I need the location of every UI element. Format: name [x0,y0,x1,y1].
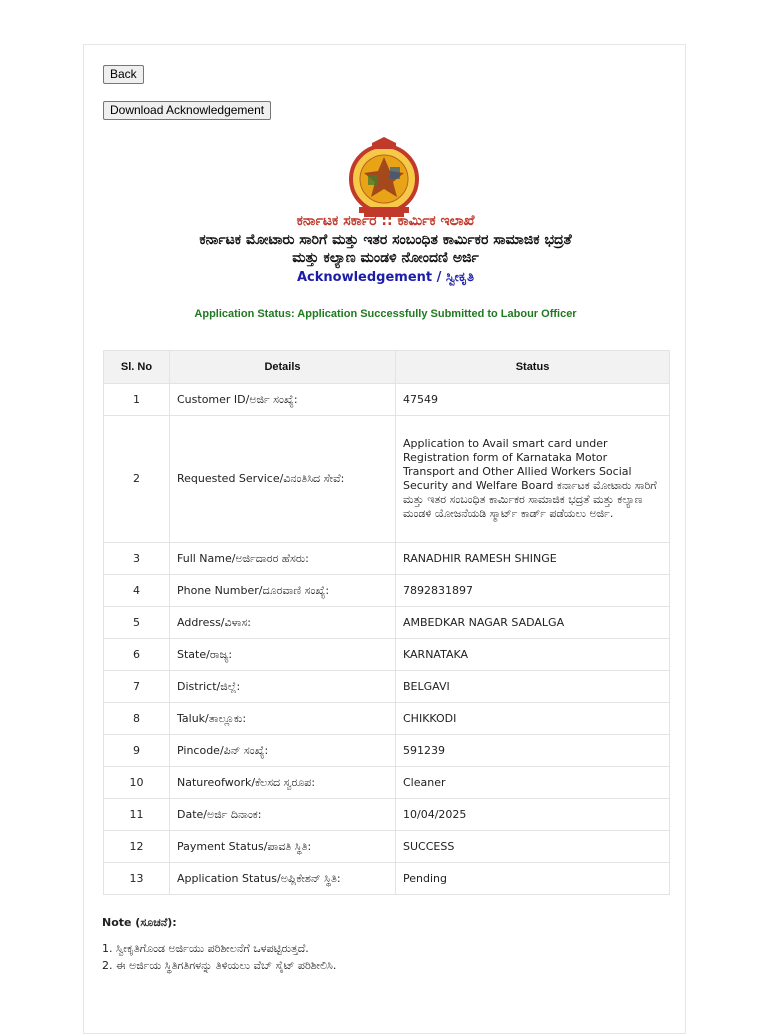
column-header-details: Details [170,351,396,384]
row-status-value: Application to Avail smart card under Registration form of Karnataka Motor Transport and Other Allied Workers Social Security and Welfare Board ಕರ್ನಾಟಕ ಮೋಟಾರು ಸಾರಿಗೆ ಮತ್ತು ಇತರ ಸಂಬಂಧಿತ ಕಾರ್ಮಿಕರ ಸಾಮಾಜಿಕ ಭದ್ರತೆ ಮತ್ತು ಕಲ್ಯಾಣ ಮಂಡಳಿ ಯೋಜನೆಯಡಿ ಸ್ಮಾರ್ಟ್ ಕಾರ್ಡ್ ಪಡೆಯಲು ಅರ್ಜಿ. [396,416,670,543]
row-detail-label: Requested Service/ವಿನಂತಿಸಿದ ಸೇವೆ: [170,416,396,543]
row-sl-no: 4 [104,575,170,607]
acknowledgement-card [83,44,686,1034]
acknowledgement-table [103,350,670,895]
row-status-value: 10/04/2025 [396,799,670,831]
row-status-value: Pending [396,863,670,895]
row-detail-label: Natureofwork/ಕೆಲಸದ ಸ್ವರೂಪ: [170,767,396,799]
row-status-value: KARNATAKA [396,639,670,671]
row-sl-no: 11 [104,799,170,831]
row-sl-no: 9 [104,735,170,767]
row-sl-no: 1 [104,384,170,416]
row-sl-no: 13 [104,863,170,895]
row-detail-label: Phone Number/ದೂರವಾಣಿ ಸಂಖ್ಯೆ: [170,575,396,607]
table-row [104,416,670,543]
row-status-value: 47549 [396,384,670,416]
row-status-value: Cleaner [396,767,670,799]
row-status-value: CHIKKODI [396,703,670,735]
department-heading: ಕರ್ನಾಟಕ ಸರ್ಕಾರ :: ಕಾರ್ಮಿಕ ಇಲಾಖೆ [296,213,475,229]
row-detail-label: Application Status/ಅಪ್ಲಿಕೇಶನ್ ಸ್ಥಿತಿ: [170,863,396,895]
row-status-value: BELGAVI [396,671,670,703]
row-detail-label: Full Name/ಅರ್ಜಿದಾರರ ಹೆಸರು: [170,543,396,575]
row-status-value: AMBEDKAR NAGAR SADALGA [396,607,670,639]
row-status-value: 591239 [396,735,670,767]
row-detail-label: District/ಜಿಲ್ಲೆ: [170,671,396,703]
row-sl-no: 8 [104,703,170,735]
table-row [104,671,670,703]
table-row [104,543,670,575]
row-sl-no: 3 [104,543,170,575]
row-sl-no: 7 [104,671,170,703]
board-title-line1: ಕರ್ನಾಟಕ ಮೋಟಾರು ಸಾರಿಗೆ ಮತ್ತು ಇತರ ಸಂಬಂಧಿತ ಕಾರ್ಮಿಕರ ಸಾಮಾಜಿಕ ಭದ್ರತೆ [199,232,572,248]
row-sl-no: 2 [104,416,170,543]
row-sl-no: 6 [104,639,170,671]
row-status-value: 7892831897 [396,575,670,607]
column-header-status: Status [396,351,670,384]
download-acknowledgement-button[interactable]: Download Acknowledgement [103,101,271,120]
row-sl-no: 12 [104,831,170,863]
note-title: Note (ಸೂಚನೆ): [102,916,177,929]
row-detail-label: Pincode/ಪಿನ್ ಸಂಖ್ಯೆ: [170,735,396,767]
row-detail-label: Customer ID/ಅರ್ಜಿ ಸಂಖ್ಯೆ: [170,384,396,416]
acknowledgement-heading: Acknowledgement / ಸ್ವೀಕೃತಿ [296,270,474,285]
table-row [104,607,670,639]
table-row [104,767,670,799]
table-row [104,384,670,416]
table-row [104,831,670,863]
row-status-value: SUCCESS [396,831,670,863]
table-row [104,799,670,831]
table-header-row [104,351,670,384]
table-row [104,639,670,671]
row-detail-label: Payment Status/ಪಾವತಿ ಸ್ಥಿತಿ: [170,831,396,863]
row-sl-no: 10 [104,767,170,799]
row-detail-label: Address/ವಿಳಾಸ: [170,607,396,639]
column-header-slno: Sl. No [104,351,170,384]
row-detail-label: State/ರಾಜ್ಯ: [170,639,396,671]
government-emblem-logo [342,137,426,219]
row-detail-label: Date/ಅರ್ಜಿ ದಿನಾಂಕ: [170,799,396,831]
note-line-2: 2. ಈ ಅರ್ಜಿಯ ಸ್ಥಿತಿಗತಿಗಳನ್ನು ತಿಳಿಯಲು ವೆಬ್ ಸೈಟ್ ಪರಿಶೀಲಿಸಿ. [102,959,337,972]
note-line-1: 1. ಸ್ವೀಕೃತಿಗೊಂಡ ಅರ್ಜಿಯು ಪರಿಶೀಲನೆಗೆ ಒಳಪಟ್ಟಿರುತ್ತದೆ. [102,942,309,955]
row-sl-no: 5 [104,607,170,639]
row-status-value: RANADHIR RAMESH SHINGE [396,543,670,575]
application-status-banner: Application Status: Application Successfully Submitted to Labour Officer [194,308,577,320]
table-row [104,735,670,767]
back-button[interactable]: Back [103,65,144,84]
row-detail-label: Taluk/ತಾಲ್ಲೂಕು: [170,703,396,735]
board-title-line2: ಮತ್ತು ಕಲ್ಯಾಣ ಮಂಡಳಿ ನೋಂದಣಿ ಅರ್ಜಿ [292,250,479,266]
table-row [104,575,670,607]
table-row [104,863,670,895]
table-row [104,703,670,735]
